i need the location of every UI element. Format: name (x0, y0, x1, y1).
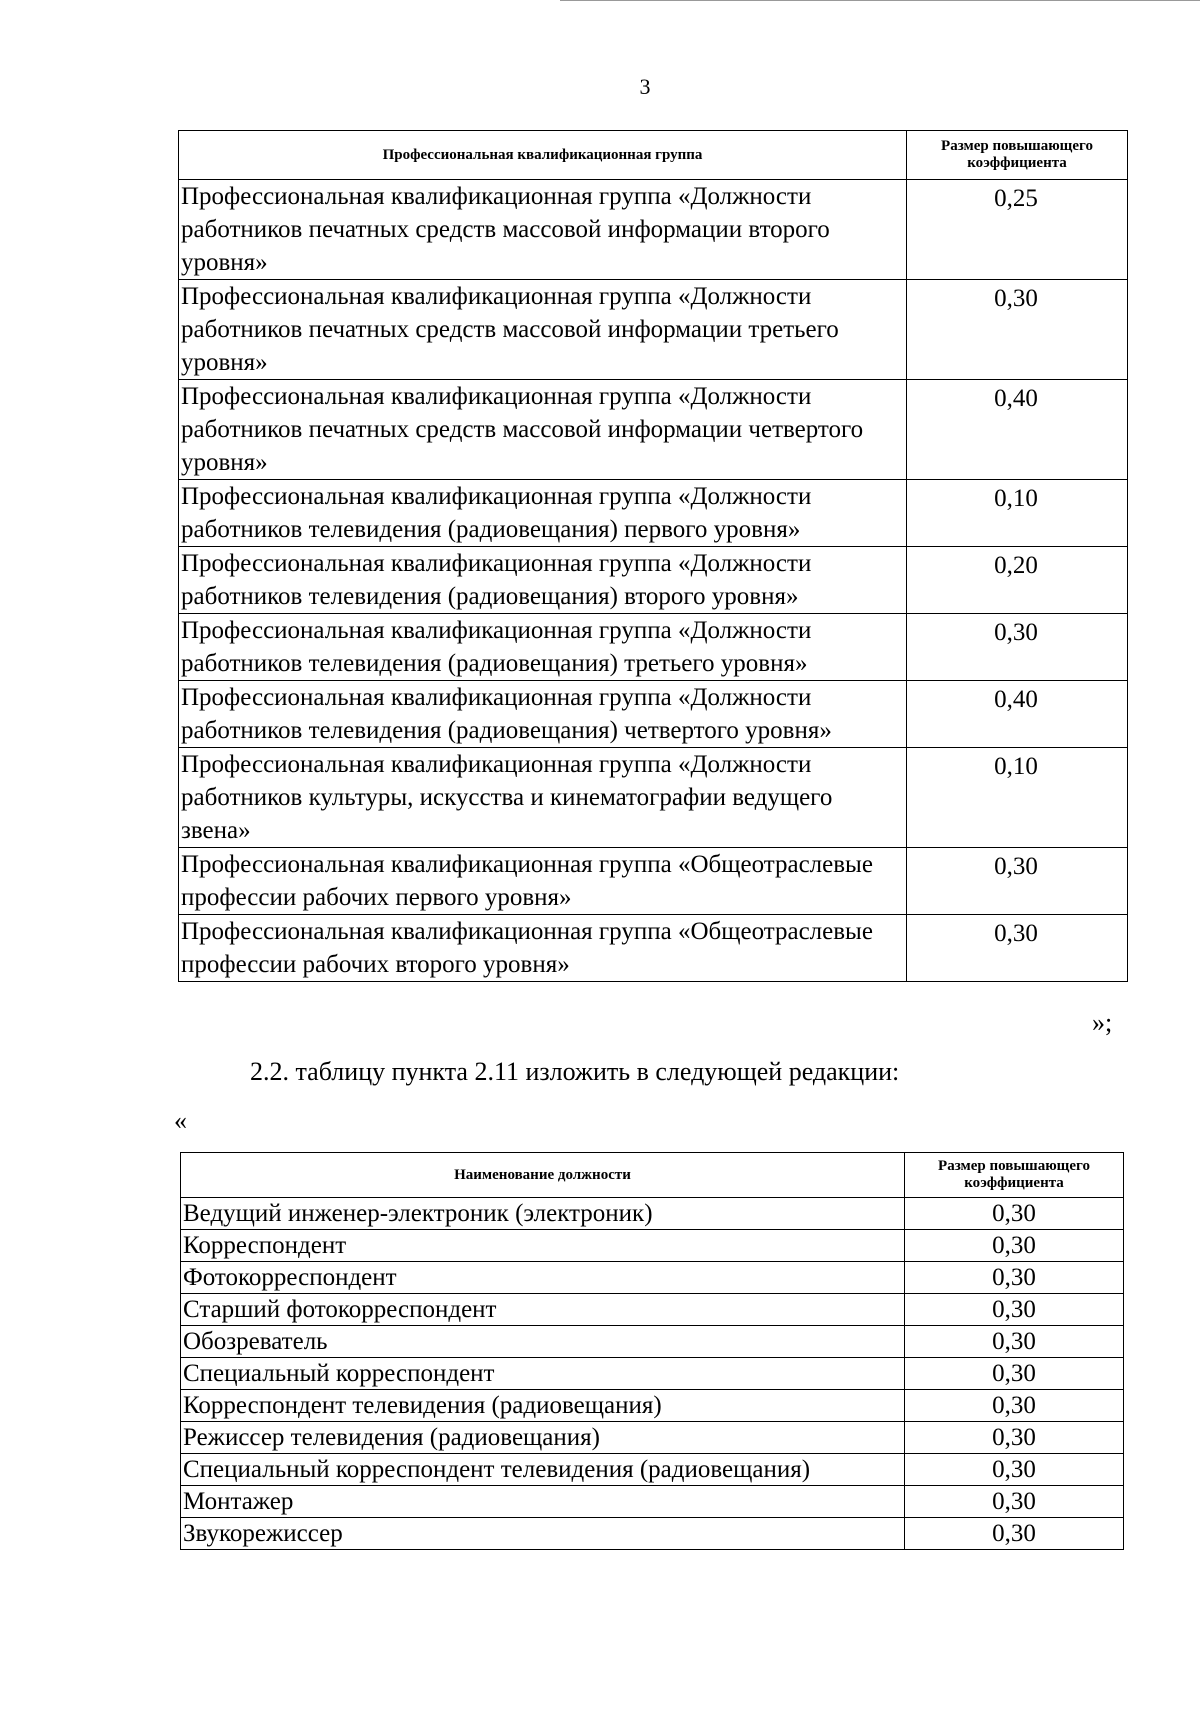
row-coefficient: 0,30 (905, 1486, 1124, 1518)
clause-text: 2.2. таблицу пункта 2.11 изложить в следующей редакции: (250, 1057, 900, 1086)
qualification-groups-table (178, 130, 1128, 982)
row-name: Корреспондент телевидения (радиовещания) (181, 1390, 905, 1422)
row-name: Ведущий инженер-электроник (электроник) (181, 1198, 905, 1230)
header-coefficient: Размер повышающего коэффициента (907, 131, 1128, 180)
row-coefficient: 0,40 (907, 681, 1128, 748)
page-number: 3 (639, 74, 651, 99)
row-coefficient: 0,30 (905, 1294, 1124, 1326)
table-row (181, 1262, 1124, 1294)
row-name: Корреспондент (181, 1230, 905, 1262)
table-row (179, 547, 1128, 614)
row-name: Профессиональная квалификационная группа «Общеотраслевые профессии рабочих первого уровня» (179, 848, 907, 915)
row-name: Профессиональная квалификационная группа «Должности работников телевидения (радиовещания) первого уровня» (179, 480, 907, 547)
row-coefficient: 0,25 (907, 180, 1128, 280)
table-row (179, 480, 1128, 547)
table-header-row (179, 131, 1128, 180)
table-row (181, 1486, 1124, 1518)
table-row (181, 1454, 1124, 1486)
table-row (179, 681, 1128, 748)
top-edge-rule (560, 0, 1200, 1)
row-name: Профессиональная квалификационная группа «Должности работников телевидения (радиовещания) второго уровня» (179, 547, 907, 614)
row-coefficient: 0,30 (907, 848, 1128, 915)
row-coefficient: 0,30 (907, 614, 1128, 681)
table-row (179, 380, 1128, 480)
row-coefficient: 0,40 (907, 380, 1128, 480)
opening-quote: « (174, 1106, 187, 1135)
row-coefficient: 0,20 (907, 547, 1128, 614)
table-row (181, 1294, 1124, 1326)
table-row (181, 1422, 1124, 1454)
table-row (179, 280, 1128, 380)
row-name: Профессиональная квалификационная группа «Должности работников печатных средств массовой информации второго уровня» (179, 180, 907, 280)
row-name: Профессиональная квалификационная группа «Должности работников печатных средств массовой информации четвертого уровня» (179, 380, 907, 480)
table-row (181, 1230, 1124, 1262)
row-coefficient: 0,30 (905, 1390, 1124, 1422)
row-name: Монтажер (181, 1486, 905, 1518)
row-coefficient: 0,30 (905, 1326, 1124, 1358)
table-row (179, 748, 1128, 848)
table-row (181, 1390, 1124, 1422)
table-row (179, 915, 1128, 982)
table-header-row (181, 1153, 1124, 1198)
row-coefficient: 0,30 (907, 915, 1128, 982)
row-name: Профессиональная квалификационная группа «Должности работников телевидения (радиовещания) третьего уровня» (179, 614, 907, 681)
row-coefficient: 0,30 (905, 1454, 1124, 1486)
row-coefficient: 0,30 (905, 1262, 1124, 1294)
table-row (179, 848, 1128, 915)
row-coefficient: 0,30 (905, 1198, 1124, 1230)
positions-table (180, 1152, 1124, 1550)
row-coefficient: 0,10 (907, 480, 1128, 547)
row-coefficient: 0,30 (905, 1518, 1124, 1550)
row-name: Профессиональная квалификационная группа «Должности работников печатных средств массовой информации третьего уровня» (179, 280, 907, 380)
header-coefficient: Размер повышающего коэффициента (905, 1153, 1124, 1198)
header-position: Наименование должности (181, 1153, 905, 1198)
row-name: Специальный корреспондент (181, 1358, 905, 1390)
row-coefficient: 0,30 (905, 1358, 1124, 1390)
row-name: Профессиональная квалификационная группа «Должности работников культуры, искусства и кинематографии ведущего звена» (179, 748, 907, 848)
table-row (181, 1518, 1124, 1550)
row-coefficient: 0,30 (907, 280, 1128, 380)
row-coefficient: 0,30 (905, 1230, 1124, 1262)
row-name: Фотокорреспондент (181, 1262, 905, 1294)
table-row (181, 1198, 1124, 1230)
row-name: Профессиональная квалификационная группа «Общеотраслевые профессии рабочих второго уровня» (179, 915, 907, 982)
row-name: Специальный корреспондент телевидения (радиовещания) (181, 1454, 905, 1486)
row-name: Звукорежиссер (181, 1518, 905, 1550)
table-row (181, 1358, 1124, 1390)
row-name: Профессиональная квалификационная группа «Должности работников телевидения (радиовещания) четвертого уровня» (179, 681, 907, 748)
table-row (179, 180, 1128, 280)
row-name: Режиссер телевидения (радиовещания) (181, 1422, 905, 1454)
row-coefficient: 0,10 (907, 748, 1128, 848)
row-coefficient: 0,30 (905, 1422, 1124, 1454)
header-group: Профессиональная квалификационная группа (179, 131, 907, 180)
row-name: Обозреватель (181, 1326, 905, 1358)
closing-quote: »; (1092, 1008, 1113, 1037)
table-row (181, 1326, 1124, 1358)
table-row (179, 614, 1128, 681)
row-name: Старший фотокорреспондент (181, 1294, 905, 1326)
